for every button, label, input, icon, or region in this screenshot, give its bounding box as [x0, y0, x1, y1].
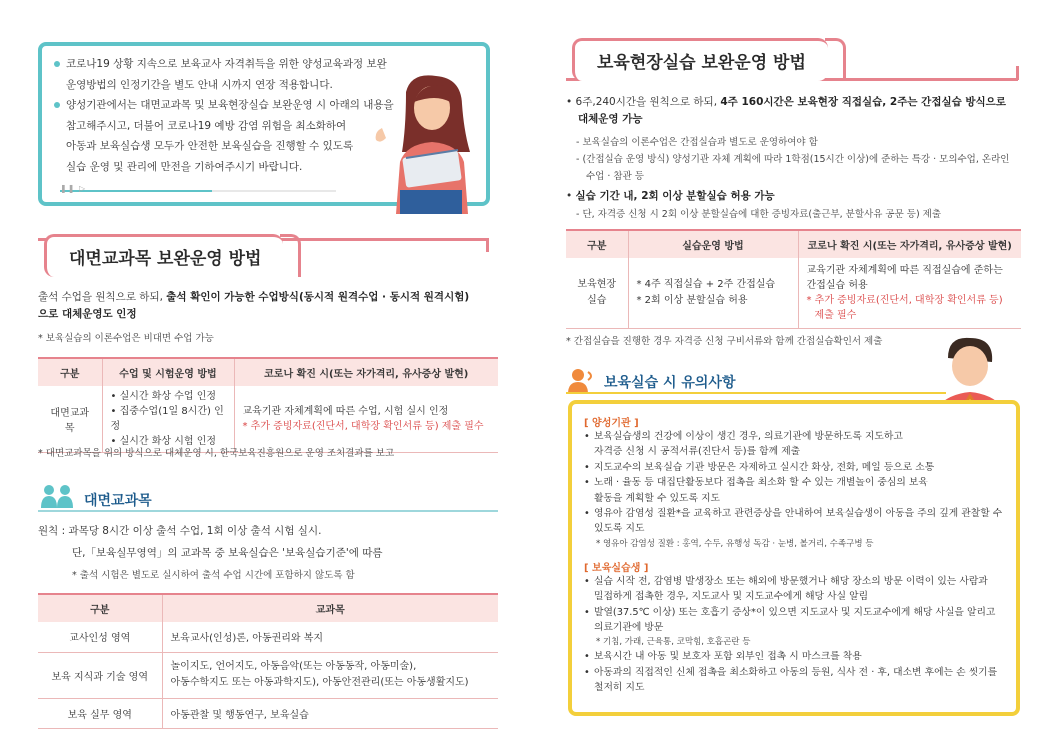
sub-line: 수업 · 참관 등	[586, 171, 644, 182]
intro-item	[54, 95, 414, 116]
intro-line: 아동과 보육실습생 모두가 안전한 보육실습을 진행할 수 있도록	[66, 140, 354, 152]
sub-text	[576, 151, 1036, 185]
section-intro	[38, 289, 508, 323]
note: * 보육실습의 이론수업은 비대면 수업 가능	[38, 333, 214, 344]
bullet-icon	[54, 102, 60, 108]
footnote: * 영유아 감염성 질환 : 홍역, 수두, 유행성 독감 · 눈병, 볼거리, 수족구병 등	[596, 538, 874, 549]
intro-line-cont	[54, 157, 414, 178]
note: * 간접실습을 진행한 경우 자격증 신청 구비서류와 함께 간접실습확인서 제출	[566, 336, 883, 347]
table-header: 수업 및 시험운영 방법	[102, 358, 234, 386]
intro-line-cont	[54, 116, 414, 137]
covid-text: 간접실습 허용	[806, 279, 868, 291]
table-header: 교과목	[162, 594, 498, 622]
caution-content	[584, 414, 1008, 696]
woman-reading-illustration	[366, 72, 496, 214]
sub-line: - (간접실습 운영 방식) 양성기관 자체 계획에 따라 1학점(15시간 이상)에 준하는 특강 · 모의수업, 온라인	[576, 154, 1010, 165]
sub-text: - 보육실습의 이론수업은 간접실습과 별도로 운영하여야 함	[576, 137, 818, 148]
bullet-icon	[54, 61, 60, 67]
covid-text: 교육기관 자체계획에 따른 직접실습에 준하는	[806, 264, 1003, 276]
method-item: • 집중수업(1일 8시간) 인정	[110, 406, 224, 432]
table-cell: 대면교과목	[38, 386, 102, 453]
table-cell: 보육 지식과 기술 영역	[38, 652, 162, 698]
speaker-person-icon	[568, 368, 596, 394]
para-bold: 실습 기간 내, 2회 이상 분할실습 허용 가능	[575, 190, 775, 202]
table-cell: 보육교사(인성)론, 아동권리와 복지	[162, 622, 498, 652]
covid-red-note: * 추가 증빙자료(진단서, 대학장 확인서류 등)	[806, 294, 1003, 306]
row-label: 보육현장	[577, 278, 617, 290]
covid-red-note: 제출 필수	[814, 309, 857, 321]
subject-underline	[38, 510, 498, 512]
table-cell	[234, 386, 498, 453]
intro-line-cont	[54, 75, 414, 96]
intro-item	[54, 54, 414, 75]
method-item: • 실시간 화상 수업 인정	[110, 391, 217, 402]
method-item: * 4주 직접실습 + 2주 간접실습	[636, 278, 776, 290]
caution-title: 보육실습 시 유의사항	[604, 375, 736, 391]
table-cell	[628, 258, 798, 328]
intro-line: 양성기관에서는 대면교과목 및 보육현장실습 보완운영 시 아래의 내용을	[66, 99, 394, 111]
practice-table	[566, 229, 1021, 329]
guideline-item: • 아동과의 직접적인 신체 접촉을 최소화하고 아동의 등원, 식사 전 · 후, 대소변 후에는 손 씻기를 철저히 지도	[584, 665, 1008, 696]
guideline-item: • 실습 시작 전, 감염병 발생장소 또는 해외에 방문했거나 해당 장소의 방문 이력이 있는 사람과 밀접하게 접촉한 경우, 지도교사 및 지도교수에게 해당 사실 알림	[584, 574, 1008, 605]
para-bold: 대체운영 가능	[578, 113, 643, 125]
section-title: 보육현장실습 보완운영 방법	[572, 38, 828, 81]
practice-bullet-2: • 실습 기간 내, 2회 이상 분할실습 허용 가능	[566, 190, 775, 202]
intro-line: 실습 운영 및 관리에 만전을 기하여주시기 바랍니다.	[66, 160, 303, 173]
guideline-item: • 보육실습생의 건강에 이상이 생긴 경우, 의료기관에 방문하도록 지도하고 자격증 신청 시 공적서류(진단서 등)를 함께 제출	[584, 429, 1008, 460]
table-cell: 아동관찰 및 행동연구, 보육실습	[162, 698, 498, 728]
section-label: [ 보육실습생 ]	[584, 562, 649, 574]
covid-text: 교육기관 자체계획에 따른 수업, 시험 실시 인정	[242, 406, 449, 417]
para-text: 출석 수업을 원칙으로 하되,	[38, 291, 167, 303]
intro-list	[54, 54, 414, 177]
practice-bullet-1: • 6주,240시간을 원칙으로 하되, 4주 160시간은 보육현장 직접실습, 2주는 간접실습 방식으로 대체운영 가능	[566, 96, 1006, 125]
guideline-item: • 지도교수의 보육실습 기관 방문은 자제하고 실시간 화상, 전화, 메일 등으로 소통	[584, 460, 1008, 475]
table-header: 실습운영 방법	[628, 230, 798, 258]
caution-box	[568, 400, 1020, 716]
covid-red-note: * 추가 증빙자료(진단서, 대학장 확인서류 등) 제출 필수	[242, 421, 484, 432]
caution-underline	[566, 392, 946, 394]
method-item: * 2회 이상 분할실습 허용	[636, 294, 748, 306]
method-item: • 실시간 화상 시험 인정	[110, 436, 217, 447]
title-decoration	[1016, 66, 1019, 80]
guideline-item: • 발열(37.5℃ 이상) 또는 호흡기 증상*이 있으면 지도교사 및 지도교수에게 해당 사실을 알리고 의료기관에 방문	[584, 605, 1008, 636]
para-text: 6주,240시간을 원칙으로 하되,	[575, 96, 721, 108]
title-decoration	[486, 238, 489, 252]
table-header: 구분	[38, 358, 102, 386]
table-cell: 교사인성 영역	[38, 622, 162, 652]
footnote: * 기침, 가래, 근육통, 코막힘, 호흡곤란 등	[596, 637, 751, 648]
section-title: 대면교과목 보완운영 방법	[44, 234, 283, 277]
intro-line: 코로나19 상황 지속으로 보육교사 자격취득을 위한 양성교육과정 보완	[66, 58, 387, 70]
intro-line: 운영방법의 인정기간을 별도 안내 시까지 연장 적용합니다.	[66, 78, 333, 91]
progress-bar	[60, 190, 336, 192]
note: * 대면교과목을 위의 방식으로 대체운영 시, 한국보육진흥원으로 운영 조치결과를 보고	[38, 448, 395, 459]
table-cell: 보육 실무 영역	[38, 698, 162, 728]
table-cell	[162, 652, 498, 698]
pause-icon: ❚❚ ▷	[60, 184, 87, 193]
section-label: [ 양성기관 ]	[584, 418, 639, 429]
table-header: 구분	[38, 594, 162, 622]
intro-line-cont	[54, 136, 414, 157]
guideline-item: • 보육시간 내 아동 및 보호자 포함 외부인 접촉 시 마스크를 착용	[584, 649, 1008, 664]
guideline-item: • 노래 · 율동 등 대집단활동보다 접촉을 최소화 할 수 있는 개별놀이 중심의 보육 활동을 계획할 수 있도록 지도	[584, 475, 1008, 506]
para-bold: 4주 160시간은 보육현장 직접실습, 2주는 간접실습 방식으로	[720, 96, 1006, 108]
subject-line: 놀이지도, 언어지도, 아동음악(또는 아동동작, 아동미술),	[170, 661, 417, 672]
trainee-guidelines-cont	[584, 649, 1008, 695]
table-header: 구분	[566, 230, 628, 258]
table-cell	[798, 258, 1021, 328]
row-label: 실습	[587, 294, 607, 306]
table-cell	[102, 386, 234, 453]
people-icon	[40, 484, 74, 508]
guideline-item: • 영유아 감염성 질환*을 교육하고 관련증상을 안내하여 보육실습생이 아동을 주의 깊게 관찰할 수 있도록 지도	[584, 506, 1008, 537]
subject-line: 아동수학지도 또는 아동과학지도), 아동안전관리(또는 아동생활지도)	[170, 677, 469, 688]
principle-text: 단,「보육실무영역」의 교과목 중 보육실습은 '보육실습기준'에 따름	[72, 547, 383, 559]
para-bold: 으로 대체운영도 인정	[38, 308, 137, 320]
subject-title: 대면교과목	[84, 493, 152, 509]
principle-text: 원칙 : 과목당 8시간 이상 출석 수업, 1회 이상 출석 시험 실시.	[38, 525, 322, 537]
sub-text: - 단, 자격증 신청 시 2회 이상 분할실습에 대한 증빙자료(출근부, 분할사유 공문 등) 제출	[576, 209, 942, 220]
subject-table	[38, 593, 498, 729]
trainee-guidelines	[584, 574, 1008, 636]
table-header: 코로나 확진 시(또는 자가격리, 유사증상 발현)	[234, 358, 498, 386]
para-bold: 출석 확인이 가능한 수업방식(동시적 원격수업 · 동시적 원격시험)	[166, 291, 470, 303]
table-header: 코로나 확진 시(또는 자가격리, 유사증상 발현)	[798, 230, 1021, 258]
institution-guidelines	[584, 429, 1008, 537]
intro-line: 참고해주시고, 더불어 코로나19 예방 감염 위험을 최소화하여	[66, 119, 347, 132]
method-table	[38, 357, 498, 453]
table-cell	[566, 258, 628, 328]
principle-note: * 출석 시험은 별도로 실시하여 출석 수업 시간에 포함하지 않도록 함	[72, 570, 355, 581]
